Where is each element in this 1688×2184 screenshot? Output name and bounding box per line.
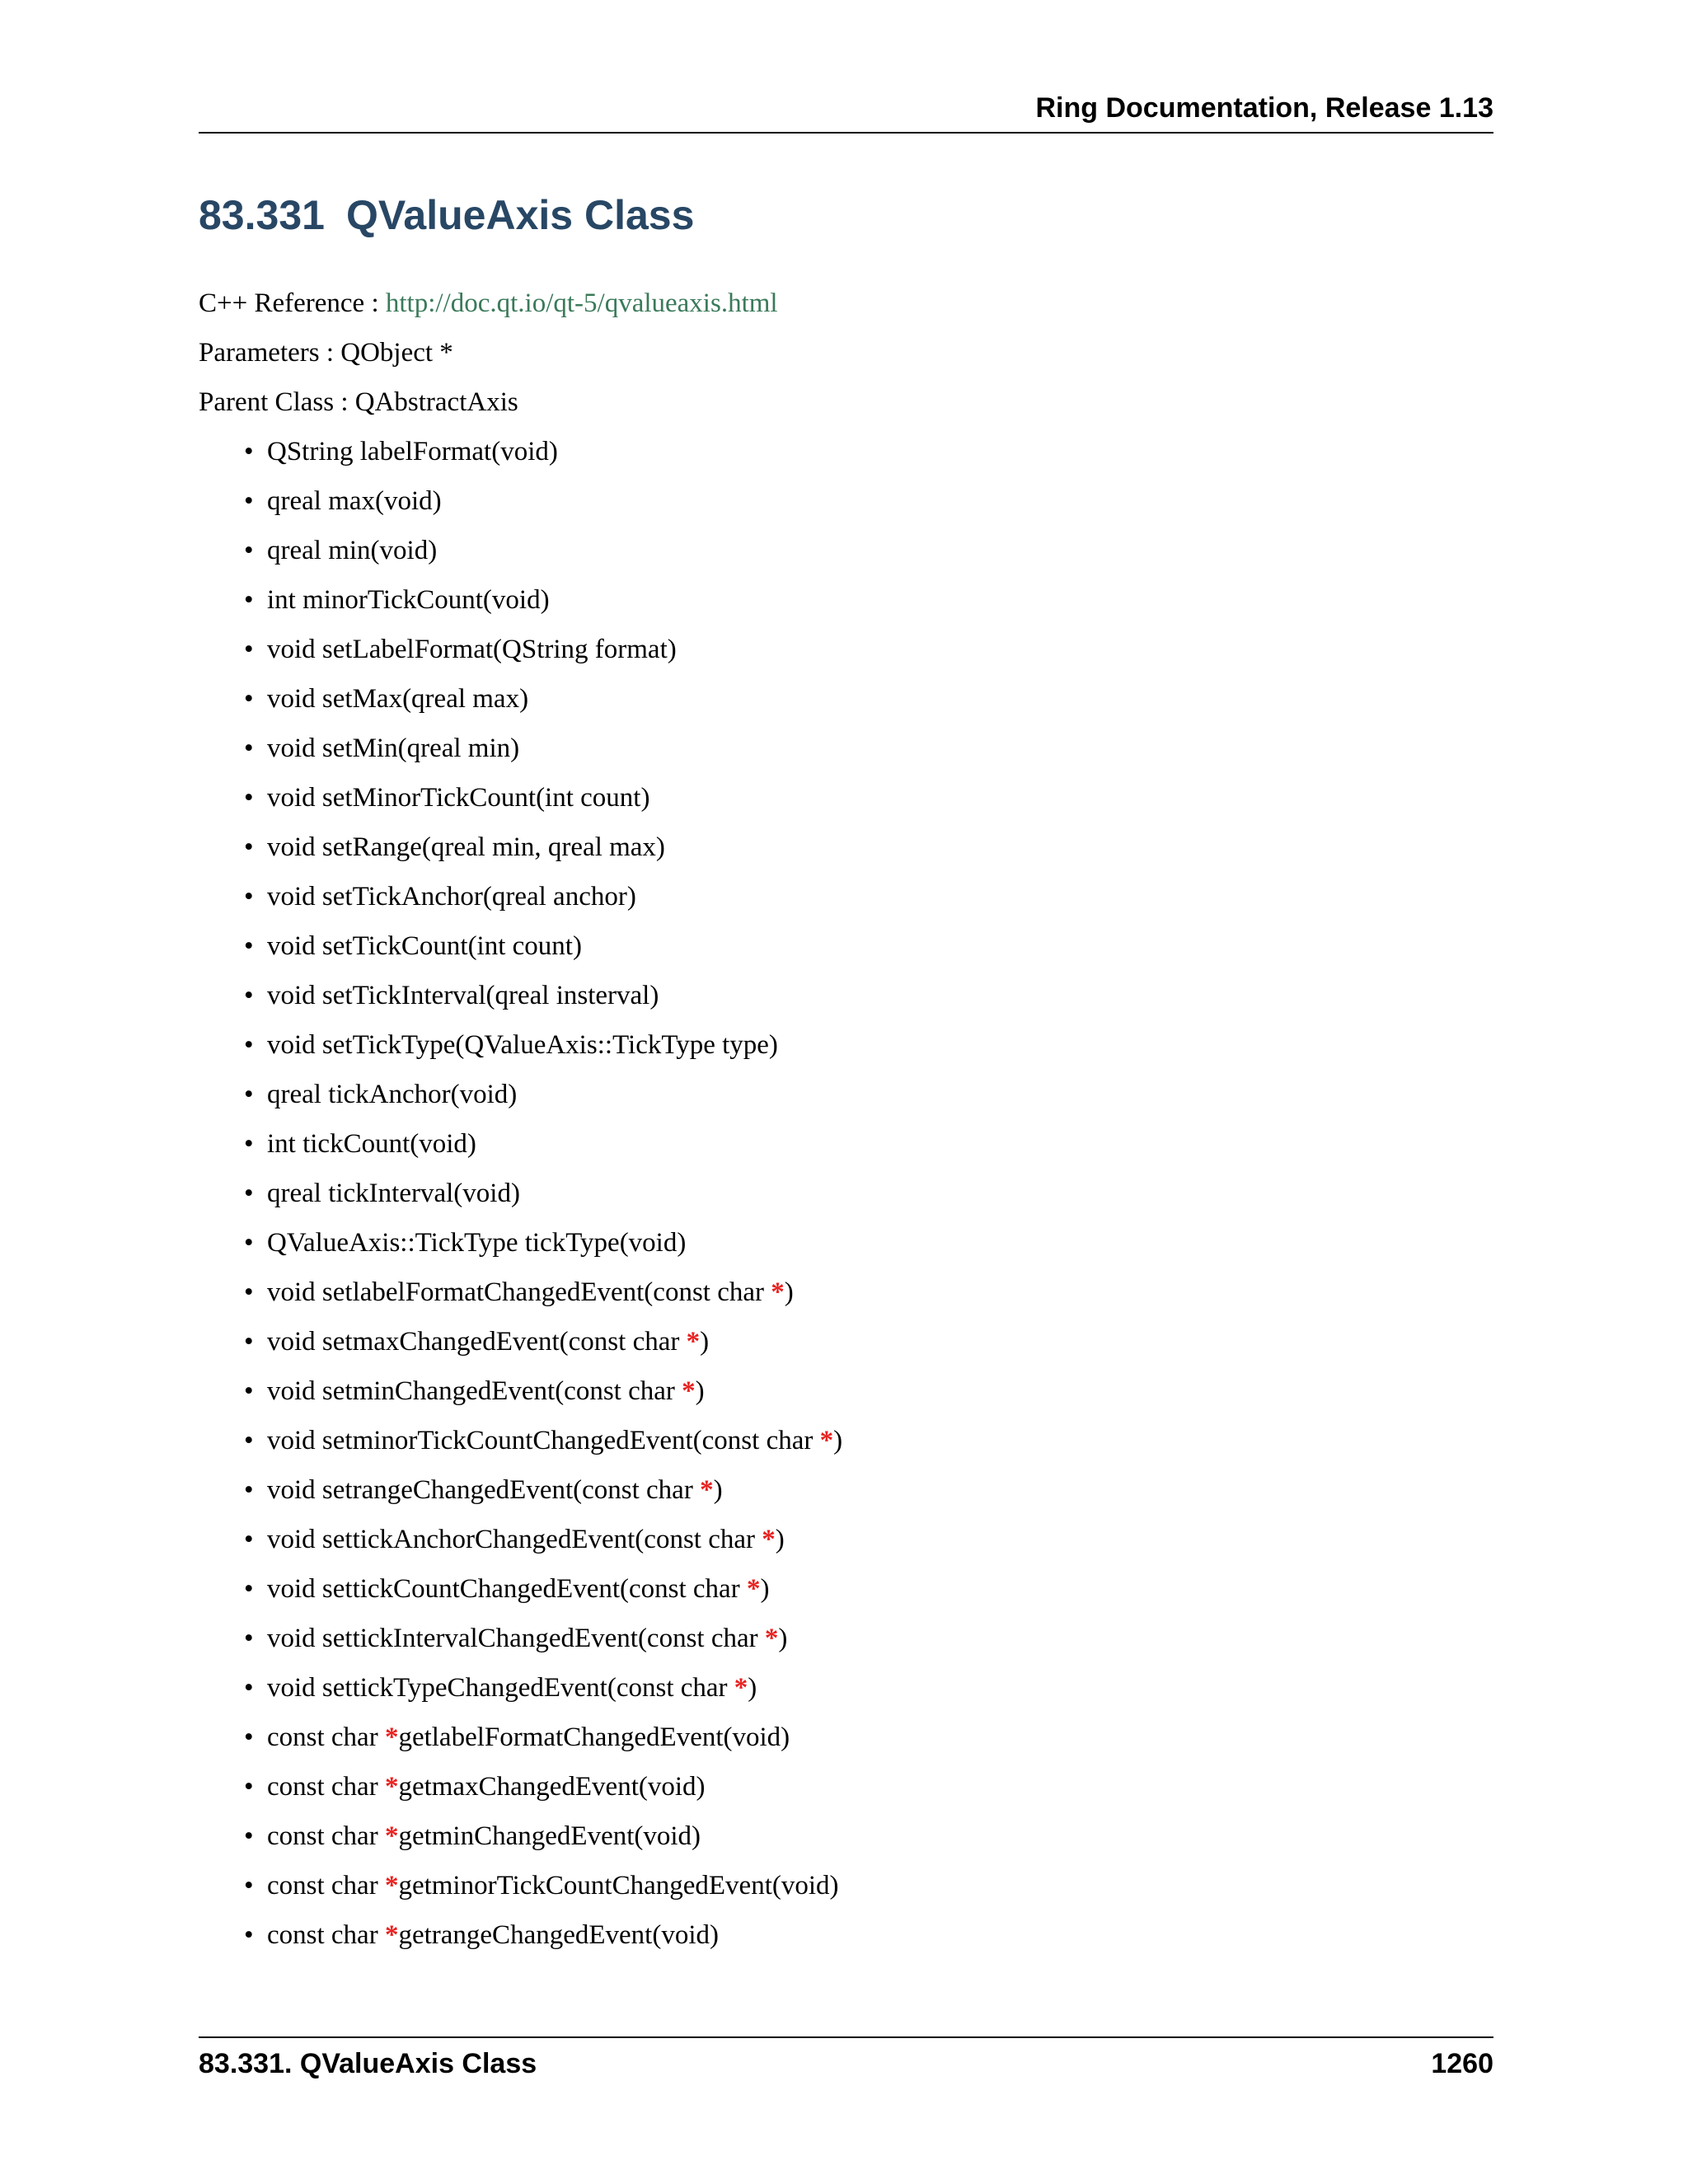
- method-signature-start: QString labelFormat(void): [267, 437, 558, 466]
- method-signature-end: ): [778, 1624, 788, 1653]
- method-signature-start: void setTickAnchor(qreal anchor): [267, 882, 636, 912]
- method-signature-start: int minorTickCount(void): [267, 585, 550, 615]
- method-signature-start: qreal max(void): [267, 486, 442, 516]
- parent-class-line: Parent Class : QAbstractAxis: [199, 387, 518, 417]
- list-item: [244, 832, 665, 862]
- method-signature-start: const char: [267, 1871, 385, 1900]
- bullet-icon: •: [244, 1129, 254, 1159]
- method-signature-end: getlabelFormatChangedEvent(void): [398, 1722, 790, 1752]
- method-signature-start: void setminChangedEvent(const char: [267, 1376, 682, 1406]
- bullet-icon: •: [244, 832, 254, 862]
- method-signature-end: ): [775, 1525, 785, 1554]
- method-signature-end: ): [700, 1327, 710, 1357]
- method-signature-start: void settickIntervalChangedEvent(const char: [267, 1624, 765, 1653]
- bullet-icon: •: [244, 1327, 254, 1357]
- list-item: [244, 733, 520, 763]
- bullet-icon: •: [244, 981, 254, 1010]
- method-signature-start: qreal tickAnchor(void): [267, 1080, 518, 1109]
- method-signature-end: ): [695, 1376, 705, 1406]
- cpp-reference-line: [199, 290, 778, 317]
- bullet-icon: •: [244, 1722, 254, 1752]
- bullet-icon: •: [244, 1277, 254, 1307]
- cpp-reference-label: C++ Reference :: [199, 288, 386, 318]
- list-item: [244, 981, 659, 1010]
- bullet-icon: •: [244, 684, 254, 714]
- bullet-icon: •: [244, 783, 254, 813]
- method-signature-start: void setTickType(QValueAxis::TickType type): [267, 1030, 778, 1060]
- method-signature-start: QValueAxis::TickType tickType(void): [267, 1228, 687, 1258]
- page-header: [199, 91, 1493, 134]
- list-item: [244, 1624, 788, 1653]
- cpp-reference-link[interactable]: http://doc.qt.io/qt-5/qvalueaxis.html: [385, 288, 778, 318]
- list-item: [244, 585, 550, 615]
- bullet-icon: •: [244, 437, 254, 466]
- method-signature-end: ): [713, 1475, 723, 1505]
- parameters-line: Parameters : QObject *: [199, 338, 453, 368]
- method-signature-start: int tickCount(void): [267, 1129, 476, 1159]
- method-signature-end: getminorTickCountChangedEvent(void): [398, 1871, 839, 1900]
- pointer-asterisk: *: [762, 1525, 776, 1554]
- list-item: [244, 1475, 723, 1505]
- bullet-icon: •: [244, 931, 254, 961]
- bullet-icon: •: [244, 1475, 254, 1505]
- section-number: 83.331: [199, 192, 325, 238]
- pointer-asterisk: *: [746, 1574, 761, 1604]
- pointer-asterisk: *: [771, 1277, 785, 1307]
- bullet-icon: •: [244, 1624, 254, 1653]
- list-item: [244, 931, 582, 961]
- pointer-asterisk: *: [734, 1673, 748, 1703]
- list-item: [244, 882, 636, 912]
- bullet-icon: •: [244, 733, 254, 763]
- method-signature-start: void setTickInterval(qreal insterval): [267, 981, 659, 1010]
- method-signature-end: ): [748, 1673, 757, 1703]
- list-item: [244, 1030, 778, 1060]
- pointer-asterisk: *: [384, 1871, 399, 1900]
- bullet-icon: •: [244, 585, 254, 615]
- method-signature-start: void setMax(qreal max): [267, 684, 529, 714]
- method-signature-end: getmaxChangedEvent(void): [398, 1772, 706, 1802]
- list-item: [244, 536, 438, 565]
- method-signature-start: void setTickCount(int count): [267, 931, 582, 961]
- list-item: [244, 486, 442, 516]
- list-item: [244, 684, 529, 714]
- footer-section: 83.331. QValueAxis Class: [199, 2048, 537, 2079]
- list-item: [244, 1426, 843, 1455]
- method-signature-start: const char: [267, 1821, 385, 1851]
- method-signature-end: ): [833, 1426, 843, 1455]
- pointer-asterisk: *: [384, 1821, 399, 1851]
- method-signature-start: void setRange(qreal min, qreal max): [267, 832, 665, 862]
- list-item: [244, 1179, 520, 1208]
- bullet-icon: •: [244, 1871, 254, 1900]
- method-signature-start: void settickTypeChangedEvent(const char: [267, 1673, 734, 1703]
- bullet-icon: •: [244, 1574, 254, 1604]
- bullet-icon: •: [244, 1673, 254, 1703]
- method-signature-start: qreal min(void): [267, 536, 438, 565]
- section-name: QValueAxis Class: [345, 192, 695, 238]
- method-signature-start: const char: [267, 1722, 385, 1752]
- method-signature-end: ): [760, 1574, 770, 1604]
- method-signature-start: void setLabelFormat(QString format): [267, 635, 677, 664]
- bullet-icon: •: [244, 635, 254, 664]
- list-item: [244, 1722, 790, 1752]
- bullet-icon: •: [244, 1821, 254, 1851]
- bullet-icon: •: [244, 486, 254, 516]
- list-item: [244, 1129, 476, 1159]
- list-item: [244, 1920, 719, 1950]
- list-item: [244, 1228, 687, 1258]
- bullet-icon: •: [244, 1376, 254, 1406]
- bullet-icon: •: [244, 1228, 254, 1258]
- pointer-asterisk: *: [686, 1327, 701, 1357]
- method-signature-start: qreal tickInterval(void): [267, 1179, 520, 1208]
- bullet-icon: •: [244, 1030, 254, 1060]
- list-item: [244, 1574, 770, 1604]
- list-item: [244, 783, 650, 813]
- list-item: [244, 1277, 794, 1307]
- pointer-asterisk: *: [819, 1426, 834, 1455]
- footer-page-number: 1260: [1431, 2048, 1493, 2079]
- pointer-asterisk: *: [384, 1772, 399, 1802]
- list-item: [244, 437, 558, 466]
- bullet-icon: •: [244, 882, 254, 912]
- pointer-asterisk: *: [384, 1722, 399, 1752]
- method-signature-start: void setMinorTickCount(int count): [267, 783, 650, 813]
- pointer-asterisk: *: [682, 1376, 696, 1406]
- pointer-asterisk: *: [700, 1475, 714, 1505]
- pointer-asterisk: *: [764, 1624, 779, 1653]
- bullet-icon: •: [244, 536, 254, 565]
- method-signature-end: getminChangedEvent(void): [398, 1821, 701, 1851]
- list-item: [244, 1376, 705, 1406]
- method-signature-start: void settickCountChangedEvent(const char: [267, 1574, 747, 1604]
- bullet-icon: •: [244, 1920, 254, 1950]
- section-title: [199, 193, 694, 238]
- method-signature-end: getrangeChangedEvent(void): [398, 1920, 719, 1950]
- bullet-icon: •: [244, 1426, 254, 1455]
- list-item: [244, 1080, 518, 1109]
- bullet-icon: •: [244, 1179, 254, 1208]
- bullet-icon: •: [244, 1525, 254, 1554]
- list-item: [244, 1525, 785, 1554]
- method-signature-start: void setMin(qreal min): [267, 733, 520, 763]
- list-item: [244, 1327, 710, 1357]
- method-signature-start: void setlabelFormatChangedEvent(const char: [267, 1277, 771, 1307]
- method-signature-start: void setmaxChangedEvent(const char: [267, 1327, 687, 1357]
- list-item: [244, 1772, 706, 1802]
- header-title: Ring Documentation, Release 1.13: [1035, 92, 1493, 124]
- method-signature-start: void settickAnchorChangedEvent(const char: [267, 1525, 762, 1554]
- bullet-icon: •: [244, 1080, 254, 1109]
- method-signature-start: void setminorTickCountChangedEvent(const char: [267, 1426, 820, 1455]
- list-item: [244, 1673, 757, 1703]
- list-item: [244, 635, 677, 664]
- list-item: [244, 1871, 839, 1900]
- list-item: [244, 1821, 701, 1851]
- bullet-icon: •: [244, 1772, 254, 1802]
- method-signature-start: const char: [267, 1772, 385, 1802]
- method-signature-end: ): [784, 1277, 794, 1307]
- method-signature-start: const char: [267, 1920, 385, 1950]
- method-signature-start: void setrangeChangedEvent(const char: [267, 1475, 701, 1505]
- pointer-asterisk: *: [384, 1920, 399, 1950]
- page-footer: [199, 2036, 1493, 2088]
